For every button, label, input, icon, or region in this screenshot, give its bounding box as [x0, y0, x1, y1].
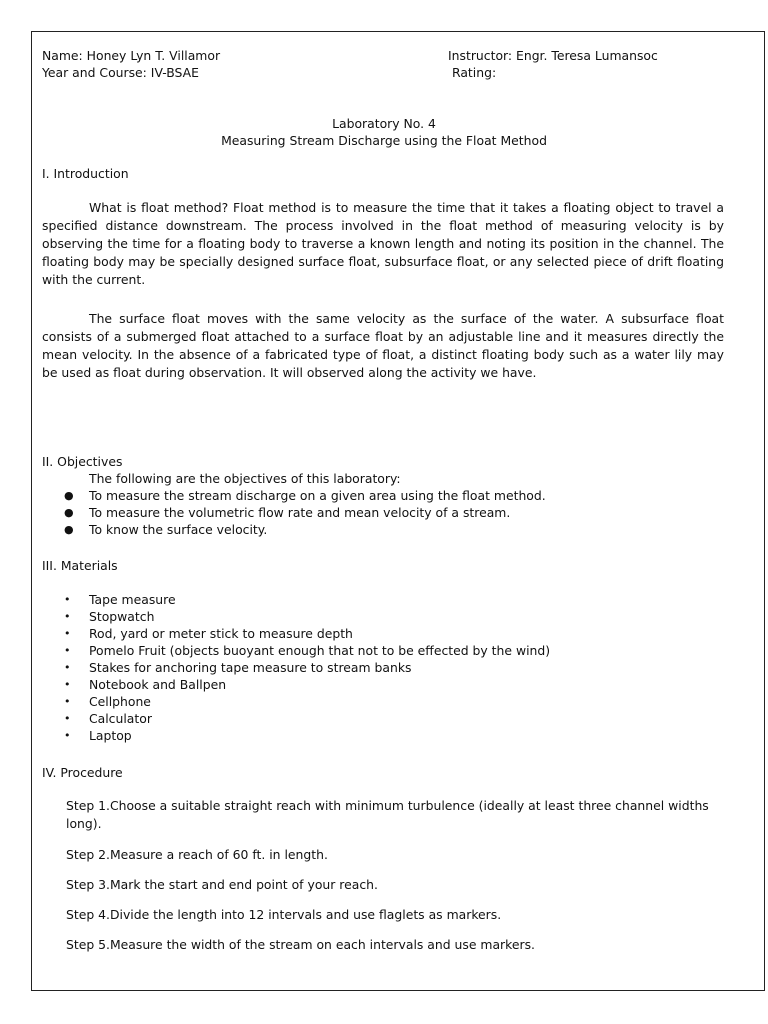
- procedure-step-4: Step 4.Divide the length into 12 intervals and use flaglets as markers.: [66, 907, 502, 922]
- list-item: • Cellphone: [64, 694, 151, 709]
- procedure-step-3: Step 3.Mark the start and end point of your reach.: [66, 877, 378, 892]
- lab-number: Laboratory No. 4: [332, 116, 436, 131]
- list-item: • Tape measure: [64, 592, 176, 607]
- list-item: • Stakes for anchoring tape measure to stream banks: [64, 660, 412, 675]
- bullet-icon: •: [64, 695, 71, 708]
- introduction-paragraph-1: What is float method? Float method is to measure the time that it takes a floating object to travel a specified distance downstream. The process involved in the float method of measuring velocity is by observing the time for a floating body to traverse a known length and noting its position in the channel. The floating body may be specially designed surface float, subsurface float, or any selected piece of drift floating with the current.: [42, 200, 724, 287]
- bullet-icon: •: [64, 678, 71, 691]
- bullet-icon: •: [64, 661, 71, 674]
- instructor: Instructor: Engr. Teresa Lumansoc: [448, 48, 658, 63]
- list-item: • Pomelo Fruit (objects buoyant enough that not to be effected by the wind): [64, 643, 551, 658]
- objectives-intro: The following are the objectives of this laboratory:: [89, 471, 401, 486]
- bullet-icon: •: [64, 712, 71, 725]
- list-item: • Rod, yard or meter stick to measure depth: [64, 626, 353, 641]
- list-item: • Calculator: [64, 711, 152, 726]
- bullet-icon: •: [64, 644, 71, 657]
- procedure-step-2: Step 2.Measure a reach of 60 ft. in length.: [66, 847, 328, 862]
- procedure-step-1: Step 1.Choose a suitable straight reach with minimum turbulence (ideally at least three channel widths long).: [66, 798, 709, 831]
- list-item: ● To measure the volumetric flow rate and mean velocity of a stream.: [64, 505, 511, 520]
- bullet-icon: •: [64, 593, 71, 606]
- list-item: ● To know the surface velocity.: [64, 522, 268, 537]
- lab-title: Measuring Stream Discharge using the Float Method: [221, 133, 547, 148]
- bullet-icon: ●: [64, 523, 74, 536]
- year-course: Year and Course: IV-BSAE: [42, 65, 199, 80]
- list-item: • Notebook and Ballpen: [64, 677, 227, 692]
- bullet-icon: •: [64, 610, 71, 623]
- procedure-step-5: Step 5.Measure the width of the stream on each intervals and use markers.: [66, 937, 535, 952]
- objectives-heading: II. Objectives: [42, 454, 123, 469]
- bullet-icon: ●: [64, 489, 74, 502]
- introduction-heading: I. Introduction: [42, 166, 129, 181]
- bullet-icon: ●: [64, 506, 74, 519]
- student-name: Name: Honey Lyn T. Villamor: [42, 48, 221, 63]
- materials-heading: III. Materials: [42, 558, 118, 573]
- list-item: ● To measure the stream discharge on a given area using the float method.: [64, 488, 546, 503]
- bullet-icon: •: [64, 627, 71, 640]
- procedure-heading: IV. Procedure: [42, 765, 123, 780]
- introduction-paragraph-2: The surface float moves with the same velocity as the surface of the water. A subsurface float consists of a submerged float attached to a surface float by an adjustable line and it measures directly the mean velocity. In the absence of a fabricated type of float, a distinct floating body such as a water lily may be used as float during observation. It will observed along the activity we have.: [42, 311, 724, 380]
- list-item: • Stopwatch: [64, 609, 155, 624]
- list-item: • Laptop: [64, 728, 132, 743]
- bullet-icon: •: [64, 729, 71, 742]
- rating: Rating:: [452, 65, 497, 80]
